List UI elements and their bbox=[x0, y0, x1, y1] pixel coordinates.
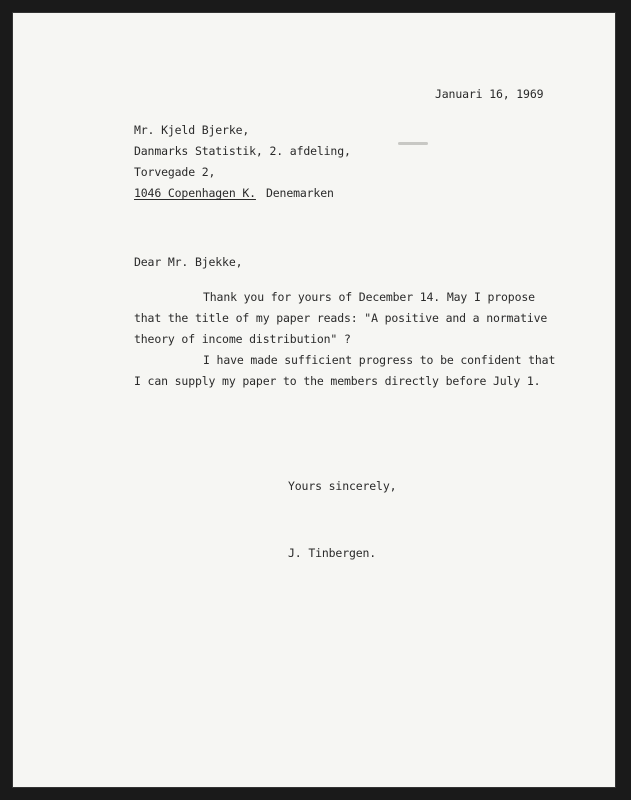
body-paragraph2-line1: I have made sufficient progress to be confident that bbox=[203, 353, 556, 367]
letter-page bbox=[12, 12, 616, 788]
recipient-name: Mr. Kjeld Bjerke, bbox=[134, 123, 250, 137]
recipient-street: Torvegade 2, bbox=[134, 165, 216, 179]
recipient-organization: Danmarks Statistik, 2. afdeling, bbox=[134, 144, 351, 158]
recipient-postal-city: 1046 Copenhagen K. bbox=[134, 186, 256, 200]
salutation: Dear Mr. Bjekke, bbox=[134, 255, 243, 269]
closing: Yours sincerely, bbox=[288, 479, 397, 493]
body-paragraph2-line2: I can supply my paper to the members directly before July 1. bbox=[134, 374, 541, 388]
letter-date: Januari 16, 1969 bbox=[435, 87, 544, 101]
signature: J. Tinbergen. bbox=[288, 546, 377, 560]
ink-smudge bbox=[398, 142, 428, 145]
recipient-country: Denemarken bbox=[266, 186, 334, 200]
body-paragraph1-line3: theory of income distribution" ? bbox=[134, 332, 351, 346]
body-paragraph1-line1: Thank you for yours of December 14. May I propose bbox=[203, 290, 535, 304]
body-paragraph1-line2: that the title of my paper reads: "A positive and a normative bbox=[134, 311, 548, 325]
